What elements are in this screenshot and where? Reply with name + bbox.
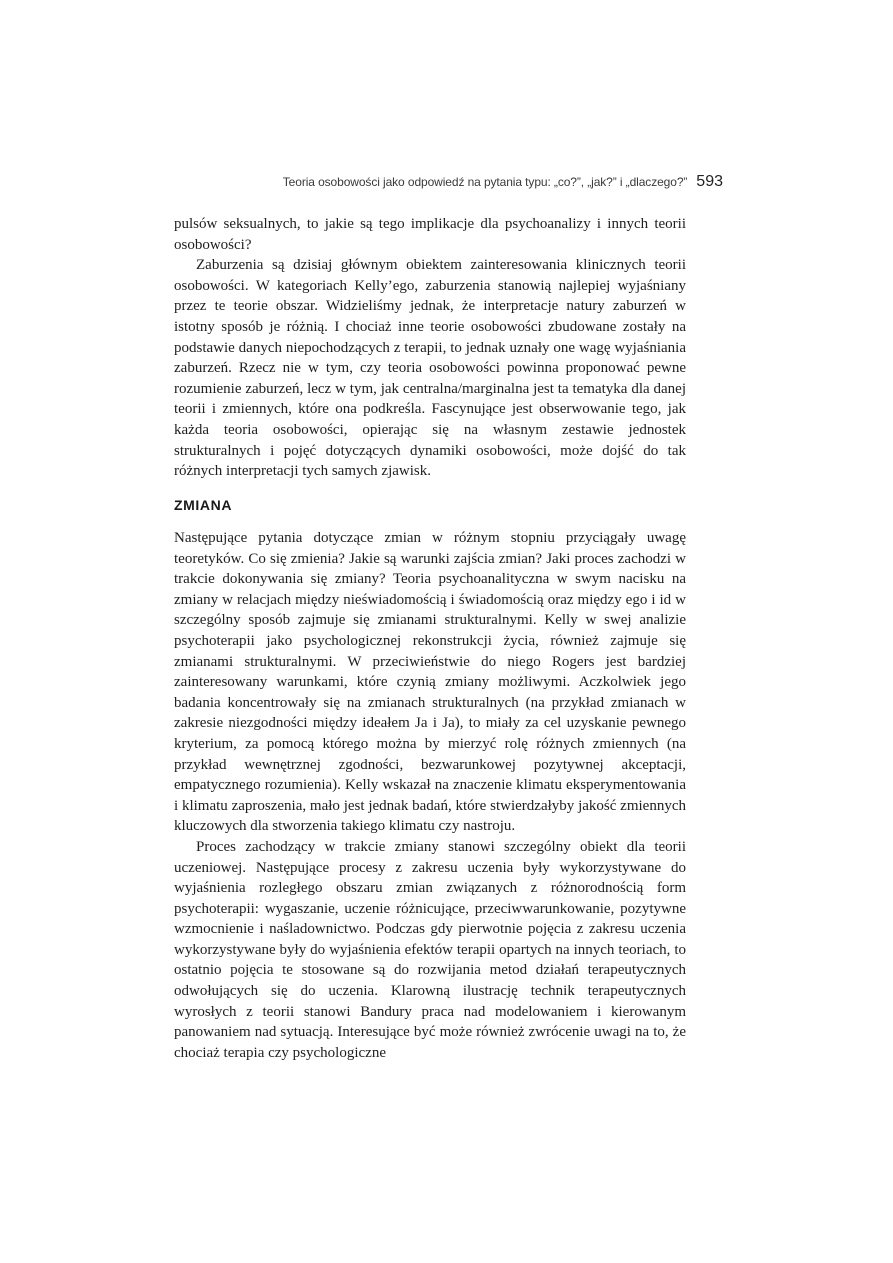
top-text-section (174, 214, 686, 482)
running-head-title: Teoria osobowości jako odpowiedź na pytania typu: „co?”, „jak?” i „dlaczego?” (282, 175, 688, 189)
paragraph-proces-zmiany: Proces zachodzący w trakcie zmiany stanowi szczególny obiekt dla teorii uczeniowej. Następujące procesy z zakresu uczenia były wykorzystywane do wyjaśnienia rozległego obszaru zmian związanych z różnorodnością form psychoterapii: wygaszanie, uczenie różnicujące, przeciwwarunkowanie, pozytywne wzmocnienie i naśladownictwo. Podczas gdy pierwotnie pojęcia z zakresu uczenia wykorzystywane były do wyjaśnienia efektów terapii opartych na innych teoriach, to ostatnio pojęcia te stosowane są do rozwijania metod działań terapeutycznych odwołujących się do uczenia. Klarowną ilustrację technik terapeutycznych wyrosłych z teorii stanowi Bandury praca nad modelowaniem i kierowanym panowaniem nad sytuacją. Interesujące być może również zwrócenie uwagi na to, że chociaż terapia czy psychologiczne (174, 838, 686, 1061)
paragraph-zaburzenia: Zaburzenia są dzisiaj głównym obiektem zainteresowania klinicznych teorii osobowości. W kategoriach Kelly’ego, zaburzenia stanowią najlepiej wyjaśniany przez te teorie obszar. Widzieliśmy jednak, że interpretacje natury zaburzeń w istotny sposób je różnią. I chociaż inne teorie osobowości zbudowane zostały na podstawie danych niepochodzących z terapii, to jednak uznały one wagę wyjaśniania zaburzeń. Rzecz nie w tym, czy teoria osobowości powinna proponować pewne rozumienie zaburzeń, lecz w tym, jak centralna/marginalna jest ta tematyka dla danej teorii i zmiennych, które ona podkreśla. Fascynujące jest obserwowanie tego, jak każda teoria osobowości, opierając się na własnym zestawie jednostek strukturalnych i pojęć dotyczących dynamiki osobowości, może dojść do tak różnych interpretacji tych samych zjawisk. (174, 257, 686, 480)
paragraph-zmiana-questions: Następujące pytania dotyczące zmian w różnym stopniu przyciągały uwagę teoretyków. Co się zmienia? Jakie są warunki zajścia zmian? Jaki proces zachodzi w trakcie dokonywania się zmiany? Teoria psychoanalityczna w swym nacisku na zmiany w relacjach między nieświadomością i świadomością oraz między ego i id w szczególny sposób zajmuje się zmianami strukturalnymi. Kelly w swej analizie psychoterapii jako psychologicznej rekonstrukcji życia, również zajmuje się zmianami strukturalnymi. W przeciwieństwie do niego Rogers jest bardziej zainteresowany warunkami, które czynią zmiany możliwymi. Aczkolwiek jego badania koncentrowały się na zmianach strukturalnych (na przykład zmianach w zakresie niezgodności między ideałem Ja i Ja), to miały za cel uzyskanie pewnego kryterium, za pomocą którego można by mierzyć rolę różnych zmiennych (na przykład wewnętrznej zgodności, bezwarunkowej pozytywnej akceptacji, empatycznego rozumienia). Kelly wskazał na znaczenie klimatu eksperymentowania i klimatu zaproszenia, mało jest jednak badań, które stwierdzałyby jakość zmiennych kluczowych dla stworzenia takiego klimatu czy nastroju. (174, 530, 686, 835)
running-head (170, 173, 723, 195)
zmiana-text-section (174, 528, 686, 1063)
page-number: 593 (696, 173, 723, 190)
continued-paragraph: pulsów seksualnych, to jakie są tego implikacje dla psychoanalizy i innych teorii osobowości? (174, 216, 686, 253)
section-heading-zmiana: ZMIANA (174, 497, 233, 513)
